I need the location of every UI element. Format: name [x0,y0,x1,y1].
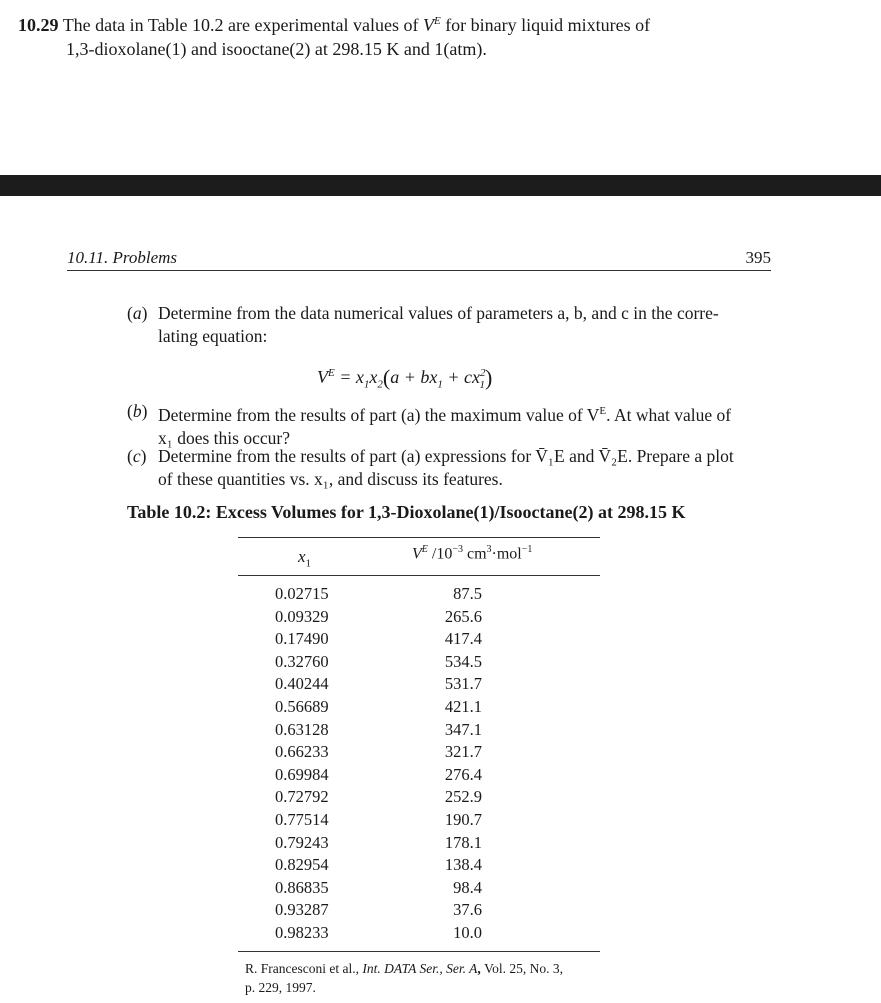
question-a [127,302,773,348]
cell-excess-volume: 138.4 [444,855,482,875]
column-header-x1: $x_1$ [298,547,312,570]
cell-x1: 0.40244 [275,674,329,694]
cell-x1: 0.32760 [275,651,329,671]
question-c [127,445,773,491]
table-source-note: R. Francesconi et al., Int. DATA Ser., Ser. A, Vol. 25, No. 3, p. 229, 1997. [245,961,563,995]
cell-excess-volume: 190.7 [444,809,482,829]
cell-x1: 0.79243 [275,832,329,852]
table-row [238,583,600,606]
table-caption: Table 10.2: Excess Volumes for 1,3-Dioxolane(1)/Isooctane(2) at 298.15 K [127,502,686,522]
cell-excess-volume: 37.6 [453,900,482,920]
question-b-label: (b) [127,401,148,421]
problem-number: 10.29 [18,15,59,35]
cell-excess-volume: 98.4 [453,877,482,897]
table-row [238,899,600,922]
cell-excess-volume: 276.4 [444,764,482,784]
page-number: 395 [745,248,771,267]
question-c-text: Determine from the results of part (a) expressions for V̄₁E and V̄₂E. Prepare a plot [158,446,734,466]
cell-excess-volume: 417.4 [444,629,482,649]
table-row [238,741,600,764]
question-b-text: Determine from the results of part (a) the maximum value of $V^E$. At what value of [158,404,732,425]
cell-excess-volume: 252.9 [444,787,482,807]
table-row [238,922,600,945]
question-a-text: Determine from the data numerical values of parameters a, b, and c in the corre- [158,303,719,323]
table-row [238,696,600,719]
cell-x1: 0.93287 [275,900,329,920]
problem-statement [18,9,868,61]
question-a-continuation: lating equation: [158,326,268,346]
question-a-label: (a) [127,303,148,323]
cell-excess-volume: 421.1 [444,696,482,716]
table-row [238,628,600,651]
table-row [238,651,600,674]
table-rule-top [238,537,600,538]
problem-text-line2: 1,3-dioxolane(1) and isooctane(2) at 298.15 K and 1(atm). [66,39,487,59]
cell-excess-volume: 265.6 [444,606,482,626]
table-body [238,583,600,945]
cell-x1: 0.66233 [275,742,329,762]
question-c-label: (c) [127,446,147,466]
cell-x1: 0.56689 [275,696,329,716]
cell-x1: 0.77514 [275,809,329,829]
cell-x1: 0.82954 [275,855,329,875]
correlating-equation: $V^E = x_1x_2(a + bx_1 + cx^2_1)$ [317,365,493,391]
table-row [238,809,600,832]
column-header-excess-volume: $V^E$ $/10^{-3}$ $cm^3\cdot mol^{-1}$ [412,544,533,563]
cell-excess-volume: 347.1 [444,719,482,739]
table-row [238,786,600,809]
cell-x1: 0.69984 [275,764,329,784]
table-row [238,854,600,877]
question-b-continuation: x₁ does this occur? [158,427,290,448]
problem-text-line1: The data in Table 10.2 are experimental values of $V^E$ for binary liquid mixtures of [62,15,651,35]
page-divider-bar [0,175,881,196]
cell-x1: 0.17490 [275,629,329,649]
cell-x1: 0.98233 [275,922,329,942]
table-row [238,719,600,742]
question-b [127,400,773,450]
table-rule-bottom [238,951,600,952]
cell-x1: 0.72792 [275,787,329,807]
table-rule-header [238,575,600,576]
table-row [238,764,600,787]
question-c-continuation: of these quantities vs. x₁, and discuss its features. [158,469,503,489]
cell-x1: 0.86835 [275,877,329,897]
table-row [238,832,600,855]
cell-excess-volume: 531.7 [444,674,482,694]
table-row [238,877,600,900]
cell-x1: 0.63128 [275,719,329,739]
table-row [238,606,600,629]
cell-excess-volume: 534.5 [444,651,482,671]
table-row [238,673,600,696]
cell-x1: 0.09329 [275,606,329,626]
cell-excess-volume: 87.5 [453,584,482,603]
cell-x1: 0.02715 [275,584,329,603]
cell-excess-volume: 321.7 [444,742,482,762]
running-header [67,248,771,271]
section-title: 10.11. Problems [67,248,178,267]
cell-excess-volume: 178.1 [444,832,482,852]
cell-excess-volume: 10.0 [453,922,482,942]
